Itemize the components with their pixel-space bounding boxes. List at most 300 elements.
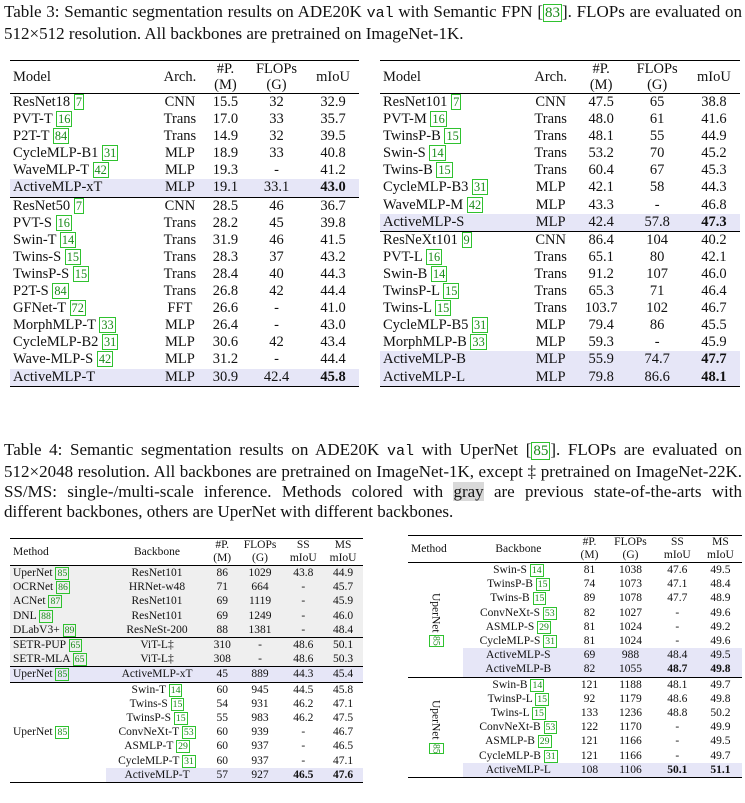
- params: 17.0: [212, 111, 239, 128]
- arch: CNN: [164, 94, 196, 110]
- column-header: mIoU: [688, 61, 740, 94]
- table-row: [380, 214, 740, 232]
- citation-link[interactable]: 31: [474, 318, 487, 333]
- flops: 1029: [237, 566, 284, 581]
- arch: MLP: [165, 317, 195, 334]
- citation-link[interactable]: 85: [57, 727, 68, 739]
- backbone-label: Swin-S: [493, 564, 527, 576]
- citation-link[interactable]: 83: [544, 5, 560, 21]
- ms-miou: 49.2: [710, 620, 731, 633]
- params: 121: [580, 749, 599, 762]
- params: 26.8: [212, 283, 239, 300]
- params: 65.3: [588, 283, 614, 300]
- flops: 58: [649, 179, 665, 196]
- column-header: SS mIoU: [283, 539, 323, 566]
- citation-link[interactable]: 86: [58, 582, 68, 594]
- model-name: [10, 266, 155, 283]
- ss-miou: -: [675, 721, 680, 734]
- flops: 1381: [237, 623, 284, 638]
- ss-miou: 48.8: [667, 707, 688, 720]
- miou: 46.7: [701, 300, 727, 317]
- column-header: #P. (M): [574, 536, 605, 563]
- model-name: [10, 369, 155, 387]
- params: 53.2: [588, 145, 614, 162]
- method-group-label: [10, 682, 106, 782]
- citation-link[interactable]: 15: [438, 163, 451, 178]
- backbone: ViT-L‡: [106, 638, 207, 653]
- ms-miou: 49.7: [710, 749, 731, 762]
- method-label: OCRNet: [13, 581, 54, 594]
- params: 79.8: [576, 369, 626, 387]
- citation-link[interactable]: 16: [57, 215, 70, 230]
- backbone-label: Swin-T: [131, 683, 166, 696]
- backbone-label: ASMLP-B: [485, 735, 535, 748]
- citation-link[interactable]: 31: [184, 755, 194, 767]
- model-name: [10, 197, 155, 215]
- miou: 41.2: [320, 162, 346, 179]
- flops: 927: [237, 768, 284, 783]
- ss-miou: 48.4: [656, 648, 699, 662]
- ms-miou: 50.3: [323, 652, 363, 667]
- ms-miou: 48.4: [710, 578, 731, 591]
- citation-link[interactable]: 53: [183, 727, 194, 739]
- ms-miou: 45.7: [323, 580, 363, 594]
- flops: 1073: [618, 578, 642, 591]
- citation-link[interactable]: 85: [430, 636, 442, 646]
- backbone: [106, 754, 207, 768]
- model-name: [10, 351, 155, 368]
- citation-link[interactable]: 33: [101, 318, 114, 333]
- flops: 57.8: [626, 214, 688, 232]
- miou: 45.2: [701, 145, 727, 162]
- table-row: [10, 300, 359, 317]
- model-label: Twins-S: [13, 248, 62, 265]
- citation-link[interactable]: 15: [445, 284, 458, 299]
- method-vertical-label: [428, 700, 442, 754]
- flops: 32: [269, 128, 284, 145]
- backbone-label: Twins-L: [490, 707, 530, 720]
- params: 69: [208, 609, 237, 623]
- citation-link[interactable]: 31: [545, 636, 555, 648]
- ms-miou: 49.9: [710, 721, 731, 734]
- citation-link[interactable]: 15: [66, 249, 80, 264]
- miou: 38.8: [701, 94, 727, 110]
- params: 133: [580, 707, 599, 720]
- citation-link[interactable]: 72: [71, 301, 84, 316]
- citation-link[interactable]: 14: [431, 146, 444, 161]
- flops: 1024: [618, 620, 642, 633]
- arch: MLP: [525, 351, 575, 368]
- backbone: [463, 591, 574, 605]
- backbone: [463, 720, 574, 734]
- citation-link[interactable]: 16: [58, 112, 71, 127]
- header-row: [10, 61, 359, 94]
- backbone: ResNet101: [106, 609, 207, 623]
- citation-link[interactable]: 15: [534, 708, 544, 720]
- table4-right: [408, 535, 742, 778]
- citation-link[interactable]: 31: [545, 750, 556, 762]
- table3-left: [10, 60, 359, 387]
- citation-link[interactable]: 85: [430, 743, 442, 754]
- model-name: [380, 111, 525, 128]
- model-name: [380, 162, 525, 179]
- citation-link[interactable]: 7: [453, 95, 460, 109]
- citation-link[interactable]: 14: [61, 232, 75, 247]
- column-header: mIoU: [307, 61, 359, 94]
- model-label: Twins-L: [383, 300, 432, 317]
- citation-link[interactable]: 33: [472, 335, 485, 350]
- ss-miou: 44.5: [283, 682, 323, 697]
- backbone: [463, 706, 574, 720]
- citation-link[interactable]: 85: [57, 568, 68, 579]
- model-label: ActiveMLP-L: [383, 368, 466, 385]
- citation-link[interactable]: 88: [41, 610, 51, 622]
- table-row: [10, 566, 363, 581]
- citation-link[interactable]: 29: [178, 741, 188, 753]
- table4-caption: Table 4: Semantic segmentation results on ADE20K val with UperNet [ 85 ]. FLOPs are evaluated on 512×2048 resolution. All backbones are pretrained on ImageNet-1K, except ‡ pretrained on ImageNet-22K. SS/MS: single-/multi-scale inference. Methods colored with gray are previous state-of-the-arts with different backbones, others are UperNet with different backbones.: [4, 440, 742, 521]
- ss-miou: -: [283, 580, 323, 594]
- method-label: DNL: [13, 609, 37, 622]
- table-row: [10, 215, 359, 232]
- params: 310: [208, 638, 237, 653]
- column-header: FLOPs (G): [626, 61, 688, 94]
- flops: 61: [649, 111, 665, 128]
- flops: 102: [646, 300, 668, 317]
- model-name: [380, 369, 525, 387]
- model-label: WaveMLP-T: [13, 162, 89, 179]
- flops: 42.4: [246, 369, 307, 387]
- arch: Trans: [163, 265, 197, 282]
- backbone-label: TwinsP-L: [487, 692, 533, 705]
- params: 18.9: [212, 145, 239, 162]
- flops: 1038: [605, 563, 656, 578]
- params: 57: [208, 768, 237, 783]
- ss-miou: 48.7: [656, 662, 699, 677]
- ms-miou: 46.7: [333, 726, 354, 739]
- citation-link[interactable]: 31: [104, 146, 117, 161]
- arch: MLP: [525, 369, 575, 387]
- miou: 46.4: [701, 283, 727, 300]
- backbone: HRNet-w48: [106, 580, 207, 594]
- backbone: [463, 634, 574, 648]
- backbone: [463, 620, 574, 634]
- method-name: [10, 638, 106, 653]
- table-row: [10, 351, 359, 368]
- citation-link[interactable]: 15: [437, 301, 450, 316]
- ms-miou: 47.5: [333, 712, 354, 725]
- ms-miou: 49.5: [699, 563, 742, 578]
- citation-link[interactable]: 14: [170, 684, 181, 696]
- model-label: PVT-S: [13, 214, 52, 231]
- citation-link[interactable]: 89: [64, 624, 75, 636]
- params: 82: [583, 606, 596, 619]
- flops: -: [274, 351, 279, 368]
- params: 28.5: [205, 197, 246, 215]
- table-row: [380, 179, 740, 196]
- params: 48.0: [588, 111, 614, 128]
- table-row: [10, 594, 363, 608]
- table-row: [10, 145, 359, 162]
- table-row: [10, 283, 359, 300]
- table-row: [380, 266, 740, 283]
- citation-link[interactable]: 15: [446, 129, 459, 144]
- column-header: #P. (M): [205, 61, 246, 94]
- backbone: [463, 577, 574, 591]
- params: 60: [216, 726, 228, 739]
- backbone-label: CycleMLP-T: [118, 754, 180, 767]
- flops: 664: [237, 580, 284, 594]
- model-label: ResNet101: [383, 94, 448, 110]
- method-label: UperNet: [13, 567, 53, 579]
- model-name: [380, 300, 525, 317]
- ms-miou: 44.9: [323, 566, 363, 581]
- citation-link[interactable]: 65: [74, 654, 85, 666]
- flops: 33: [269, 111, 284, 128]
- ss-miou: -: [675, 620, 680, 633]
- ss-miou: -: [301, 726, 306, 739]
- miou: 35.7: [320, 111, 346, 128]
- params: 65.1: [588, 248, 614, 265]
- params: 74: [583, 578, 596, 591]
- flops: 80: [649, 248, 665, 265]
- arch: MLP: [155, 179, 205, 197]
- model-label: CycleMLP-B5: [383, 317, 469, 334]
- flops: 33: [269, 145, 284, 162]
- params: 42.4: [576, 214, 626, 232]
- table-row: [10, 249, 359, 266]
- miou: 36.7: [307, 197, 359, 215]
- ss-miou: 44.3: [283, 667, 323, 682]
- backbone: [463, 749, 574, 763]
- arch: MLP: [535, 317, 566, 334]
- model-label: PVT-T: [13, 111, 53, 128]
- citation-link[interactable]: 42: [94, 163, 107, 178]
- ms-miou: 47.1: [333, 697, 354, 710]
- flops: -: [274, 162, 279, 179]
- model-name: [380, 197, 525, 214]
- table-row: [10, 179, 359, 197]
- model-label: WaveMLP-M: [383, 196, 464, 213]
- citation-link[interactable]: 15: [175, 713, 186, 725]
- table-row: [380, 145, 740, 162]
- miou: 41.6: [701, 111, 727, 128]
- citation-link[interactable]: 14: [532, 679, 543, 691]
- model-name: [10, 283, 155, 300]
- arch: Trans: [534, 111, 567, 128]
- model-label: ActiveMLP-T: [13, 368, 96, 385]
- flops: 1119: [237, 594, 284, 608]
- table-row: [10, 334, 359, 351]
- model-name: [10, 145, 155, 162]
- citation-link[interactable]: 15: [534, 593, 545, 605]
- model-name: [380, 231, 525, 249]
- table-row: [10, 609, 363, 623]
- citation-link[interactable]: 7: [75, 198, 82, 213]
- model-name: [10, 94, 155, 112]
- ms-miou: 46.0: [323, 609, 363, 623]
- model-label: CycleMLP-B2: [13, 334, 99, 351]
- flops: 86.6: [626, 369, 688, 387]
- params: 89: [583, 592, 596, 605]
- model-label: Swin-T: [13, 231, 57, 248]
- table-row: [380, 369, 740, 387]
- column-header: Arch.: [525, 61, 575, 94]
- method-name: [10, 594, 106, 608]
- miou: 47.3: [688, 214, 740, 232]
- arch: Trans: [534, 265, 567, 282]
- citation-link[interactable]: 15: [172, 698, 183, 710]
- params: 86.4: [576, 231, 626, 249]
- miou: 41.0: [320, 300, 346, 317]
- model-name: [10, 232, 155, 249]
- arch: MLP: [535, 334, 566, 351]
- arch: Trans: [163, 283, 197, 300]
- citation-link[interactable]: 65: [70, 640, 81, 652]
- arch: Trans: [534, 128, 567, 145]
- header-row: [380, 61, 740, 94]
- flops: 104: [626, 231, 688, 249]
- flops: 1179: [619, 692, 642, 705]
- miou: 44.4: [320, 351, 346, 368]
- params: 92: [583, 692, 596, 705]
- arch: FFT: [167, 300, 193, 317]
- citation-link[interactable]: 42: [468, 197, 482, 212]
- miou: 44.9: [701, 128, 727, 145]
- ss-miou: 48.1: [656, 677, 699, 692]
- ms-miou: 47.6: [323, 768, 363, 783]
- backbone-label: CycleMLP-S: [479, 635, 541, 648]
- citation-link[interactable]: 84: [54, 129, 68, 144]
- citation-link[interactable]: 9: [463, 232, 470, 247]
- arch: Trans: [534, 162, 567, 179]
- ms-miou: 49.8: [710, 692, 731, 705]
- citation-link[interactable]: 87: [50, 596, 61, 608]
- model-label: TwinsP-L: [383, 283, 440, 300]
- params: 121: [574, 677, 605, 692]
- citation-link[interactable]: 14: [531, 565, 542, 576]
- flops: -: [654, 196, 660, 213]
- ms-miou: 49.6: [710, 635, 731, 648]
- params: 48.1: [588, 128, 614, 145]
- params: 81: [583, 620, 596, 633]
- model-label: MorphMLP-B: [383, 334, 467, 351]
- miou: 46.0: [701, 265, 727, 282]
- citation-link[interactable]: 53: [544, 607, 555, 619]
- column-header: MS mIoU: [699, 536, 742, 563]
- method-name: [10, 623, 106, 638]
- ss-miou: 48.6: [667, 692, 688, 705]
- table-row: [380, 351, 740, 368]
- arch: MLP: [535, 179, 566, 196]
- citation-link[interactable]: 7: [75, 95, 82, 109]
- citation-link[interactable]: 84: [54, 284, 67, 299]
- params: 26.6: [212, 300, 239, 317]
- backbone: [106, 739, 207, 753]
- flops: 1170: [619, 721, 642, 734]
- backbone: ResNet101: [106, 594, 207, 608]
- table-row: [380, 162, 740, 179]
- table-row: [408, 563, 742, 578]
- citation-link[interactable]: 85: [57, 669, 68, 681]
- model-label: PVT-L: [383, 248, 423, 265]
- params: 55.9: [576, 351, 626, 368]
- arch: CNN: [525, 231, 575, 249]
- backbone-label: ConvNeXt-B: [479, 721, 541, 734]
- table-row: [380, 249, 740, 266]
- citation-link[interactable]: 31: [474, 180, 487, 195]
- model-label: TwinsP-S: [13, 265, 70, 282]
- citation-link[interactable]: 16: [432, 112, 445, 127]
- citation-link[interactable]: 29: [539, 621, 549, 633]
- table-row: [10, 369, 359, 387]
- miou: 43.0: [320, 317, 346, 334]
- citation-link[interactable]: 15: [74, 266, 88, 281]
- header-row: [10, 539, 363, 566]
- flops: 32: [269, 94, 284, 110]
- column-header: Backbone: [106, 539, 207, 566]
- flops: 1166: [619, 735, 642, 748]
- params: 42.1: [588, 179, 614, 196]
- model-label: Swin-B: [383, 265, 428, 282]
- backbone: ViT-L‡: [106, 652, 207, 667]
- model-name: [380, 334, 525, 351]
- table-row: [10, 266, 359, 283]
- model-label: TwinsP-B: [383, 128, 441, 145]
- table-row: [10, 580, 363, 594]
- arch: MLP: [535, 196, 566, 213]
- params: 30.9: [205, 369, 246, 387]
- backbone: [463, 606, 574, 620]
- ss-miou: 47.7: [667, 592, 688, 605]
- citation-link[interactable]: 15: [537, 579, 548, 591]
- citation-link[interactable]: 85: [533, 443, 549, 459]
- citation-link[interactable]: 16: [427, 249, 441, 264]
- arch: Trans: [163, 248, 197, 265]
- ms-miou: 49.8: [699, 662, 742, 677]
- params: 19.1: [205, 179, 246, 197]
- citation-link[interactable]: 29: [539, 736, 550, 748]
- citation-link[interactable]: 42: [98, 352, 112, 367]
- model-label: PVT-M: [383, 111, 427, 128]
- params: 43.3: [588, 196, 614, 213]
- flops: -: [274, 300, 279, 317]
- citation-link[interactable]: 15: [537, 693, 548, 705]
- model-label: ResNet18: [13, 94, 71, 110]
- flops: 33.1: [246, 179, 307, 197]
- table-row: [380, 283, 740, 300]
- flops: 46: [246, 197, 307, 215]
- flops: 37: [269, 248, 284, 265]
- citation-link[interactable]: 14: [432, 266, 446, 281]
- flops: 42: [269, 334, 284, 351]
- ms-miou: 45.4: [323, 667, 363, 682]
- model-label: ActiveMLP-B: [383, 351, 466, 368]
- arch: CNN: [535, 94, 566, 110]
- model-name: [380, 145, 525, 162]
- flops: 1024: [618, 635, 642, 648]
- backbone: [106, 697, 207, 711]
- model-label: MorphMLP-T: [13, 317, 96, 334]
- arch: MLP: [525, 214, 575, 232]
- method-label: UperNet: [429, 700, 442, 740]
- ms-miou: 48.9: [710, 592, 731, 605]
- ss-miou: 46.5: [283, 768, 323, 783]
- citation-link[interactable]: 53: [545, 722, 556, 734]
- flops: 1106: [605, 763, 656, 778]
- column-header: MS mIoU: [323, 539, 363, 566]
- citation-link[interactable]: 31: [104, 335, 117, 350]
- flops: 988: [605, 648, 656, 662]
